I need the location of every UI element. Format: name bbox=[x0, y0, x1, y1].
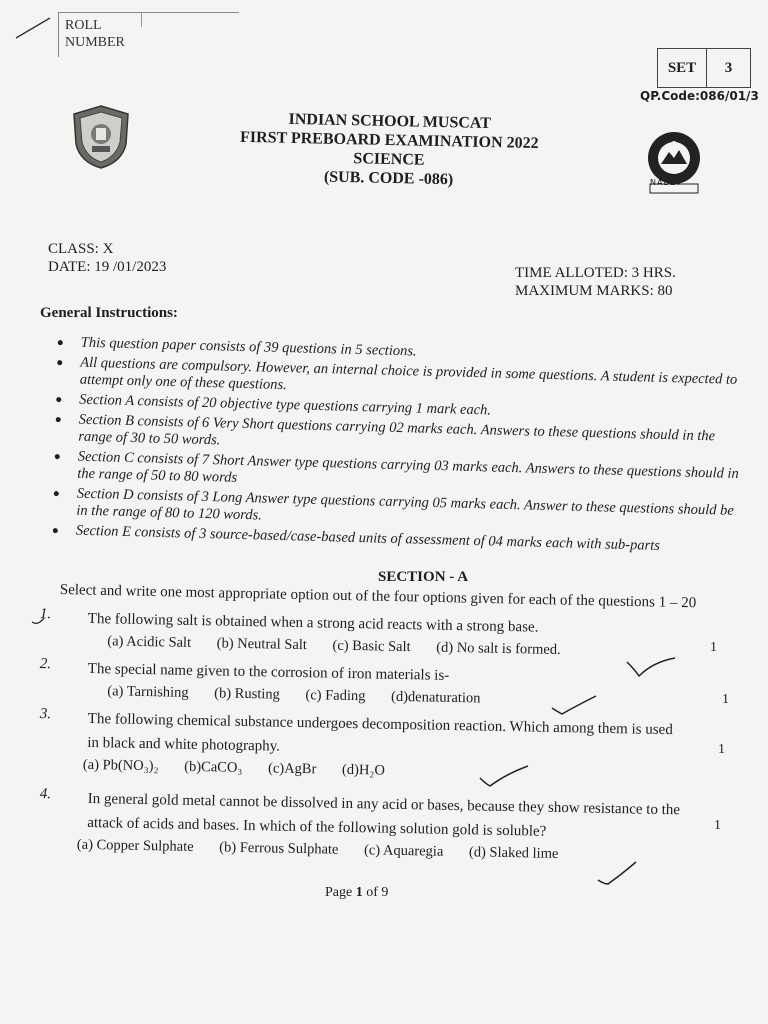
class-date-block bbox=[48, 240, 166, 276]
tick-mark-icon bbox=[550, 692, 610, 720]
option-d: (d)denaturation bbox=[390, 688, 481, 707]
time-allotted: TIME ALLOTED: 3 HRS. bbox=[515, 265, 676, 281]
page-footer bbox=[325, 885, 388, 901]
question-4 bbox=[39, 786, 700, 866]
option-c: (c)AgBr bbox=[267, 760, 317, 778]
instruction-item: Section A consists of 20 objective type questions carrying 1 mark each. bbox=[53, 391, 743, 426]
question-marks: 1 bbox=[722, 692, 729, 707]
instruction-item: Section E consists of 3 source-based/case-based units of assessment of 04 marks each with sub-parts bbox=[50, 522, 740, 557]
question-1 bbox=[39, 606, 700, 662]
question-text: The following chemical substance undergoes decomposition reaction. Which among them is used in black and white photography. bbox=[87, 710, 673, 755]
pen-slash-mark bbox=[14, 14, 54, 40]
instruction-item: All questions are compulsory. However, an internal choice is provided in some questions. A student is expected to attempt only one of these questions. bbox=[54, 354, 745, 406]
roll-number-box bbox=[58, 12, 239, 57]
option-b: (b) Neutral Salt bbox=[216, 635, 308, 654]
class-info: CLASS: X bbox=[48, 241, 114, 257]
date-info: DATE: 19 /01/2023 bbox=[48, 259, 167, 275]
qp-code: QP.Code:086/01/3 bbox=[640, 89, 759, 103]
question-marks: 1 bbox=[718, 742, 725, 757]
time-marks-block bbox=[515, 264, 676, 300]
question-number: 1. bbox=[39, 606, 52, 623]
general-instructions-heading: General Instructions: bbox=[40, 305, 178, 321]
option-a: (a) Tarnishing bbox=[107, 683, 189, 701]
option-a: (a) Pb(NO₃)₂ bbox=[82, 756, 159, 775]
subject-title: SCIENCE bbox=[353, 150, 425, 169]
roll-number-divider bbox=[141, 13, 142, 27]
option-a: (a) Copper Sulphate bbox=[76, 836, 194, 855]
set-label: SET bbox=[658, 49, 707, 87]
subject-code: (SUB. CODE -086) bbox=[323, 168, 454, 189]
question-marks: 1 bbox=[714, 818, 721, 833]
page-prefix: Page bbox=[325, 885, 356, 900]
question-marks: 1 bbox=[710, 640, 717, 655]
exam-title: FIRST PREBOARD EXAMINATION 2022 bbox=[239, 128, 539, 153]
tick-mark-icon bbox=[478, 762, 538, 790]
option-d: (d)H₂O bbox=[341, 761, 386, 779]
question-number: 3. bbox=[39, 706, 52, 723]
school-name: INDIAN SCHOOL MUSCAT bbox=[288, 110, 492, 133]
question-text: The special name given to the corrosion of iron materials is- bbox=[87, 660, 450, 684]
option-a: (a) Acidic Salt bbox=[107, 633, 192, 651]
school-emblem-icon bbox=[70, 104, 132, 170]
section-a-title: SECTION - A bbox=[378, 569, 469, 585]
question-number: 4. bbox=[39, 786, 52, 803]
instructions-list bbox=[50, 334, 745, 560]
option-b: (b) Rusting bbox=[214, 685, 281, 703]
option-c: (c) Fading bbox=[305, 687, 366, 705]
roll-number-label: ROLL NUMBER bbox=[65, 18, 125, 50]
option-b: (b) Ferrous Sulphate bbox=[219, 839, 339, 858]
tick-mark-icon bbox=[596, 858, 656, 886]
instruction-item: Section B consists of 6 Very Short questions carrying 02 marks each. Answers to these questions should in the range of 30 to 50 words. bbox=[52, 411, 743, 463]
instruction-item: Section D consists of 3 Long Answer type questions carrying 05 marks each. Answer to these questions should be in the range of 80 to 120 words. bbox=[50, 485, 741, 537]
instruction-item: This question paper consists of 39 questions in 5 sections. bbox=[55, 334, 745, 369]
section-a-instruction: Select and write one most appropriate option out of the four options given for each of the questions 1 – 20 bbox=[59, 582, 697, 612]
total-pages: 9 bbox=[381, 885, 389, 900]
option-b: (b)CaCO₃ bbox=[184, 758, 243, 776]
option-c: (c) Basic Salt bbox=[332, 637, 411, 656]
question-text: The following salt is obtained when a strong acid reacts with a strong base. bbox=[87, 610, 539, 636]
nabet-label: NABET bbox=[650, 178, 682, 187]
current-page: 1 bbox=[355, 885, 363, 900]
maximum-marks: MAXIMUM MARKS: 80 bbox=[515, 283, 673, 299]
page-middle: of bbox=[362, 885, 382, 900]
option-c: (c) Aquaregia bbox=[363, 842, 444, 860]
instruction-item: Section C consists of 7 Short Answer type questions carrying 03 marks each. Answers to these questions should in the range of 50 to 80 words bbox=[51, 448, 742, 500]
option-d: (d) No salt is formed. bbox=[436, 639, 561, 659]
option-d: (d) Slaked lime bbox=[468, 844, 559, 862]
set-value: 3 bbox=[724, 59, 733, 76]
question-number: 2. bbox=[39, 656, 52, 673]
question-text: In general gold metal cannot be dissolved in any acid or bases, because they show resistance to the attack of acids and bases. In which of the following solution gold is soluble? bbox=[87, 790, 681, 840]
set-box bbox=[657, 48, 751, 88]
exam-header bbox=[198, 108, 580, 192]
tick-mark-icon bbox=[625, 652, 685, 680]
pen-mark-icon bbox=[30, 608, 56, 626]
